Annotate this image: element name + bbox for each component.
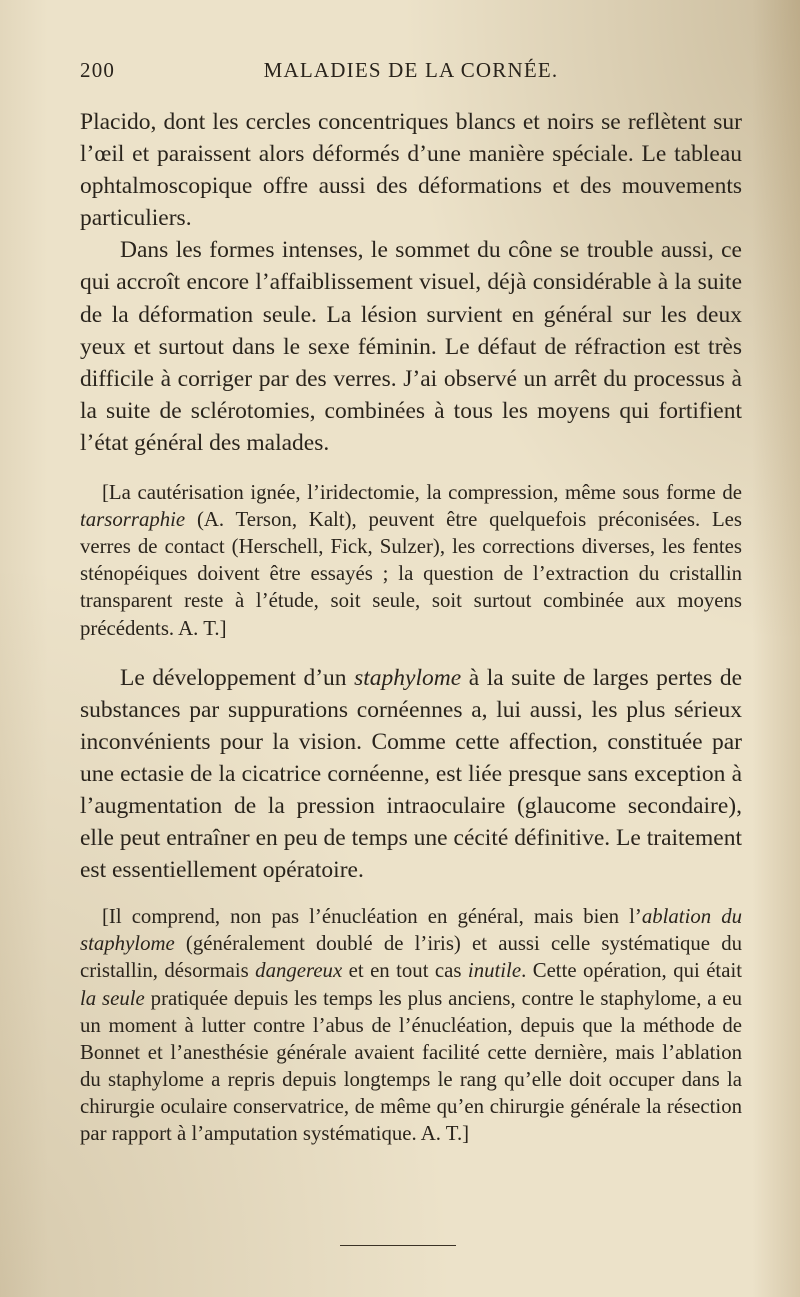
italic-term: ablation du staphylome: [80, 905, 742, 956]
page-number: 200: [80, 58, 116, 82]
editor-note-cauterisation: [La cautérisation ignée, l’iridectomie, la compression, même sous forme de tarsorraphie (A. Terson, Kalt), peuvent être quelquefois préconisées. Les verres de contact (Herschell, Fick, Sulzer), les corrections diverses, les fentes sténopéiques doivent être essayés ; la question de l’extraction du cristallin transparent reste à l’étude, soit seule, soit surtout combinée aux moyens précédents. A. T.]: [80, 481, 742, 640]
page-body: [80, 106, 742, 1147]
section-divider-rule: [340, 1245, 456, 1246]
running-title: MALADIES DE LA CORNÉE.: [263, 58, 559, 82]
italic-term: tarsorraphie: [80, 508, 186, 532]
paragraph-staphylome: Le développement d’un staphylome à la suite de larges pertes de substances par suppurations cornéennes a, lui aussi, les plus sérieux inconvénients pour la vision. Comme cette affection, constituée par une ectasie de la cicatrice cornéenne, est liée presque sans exception à l’augmentation de la pression intraoculaire (glaucome secondaire), elle peut entraîner en peu de temps une cécité définitive. Le traitement est essentiellement opératoire.: [80, 664, 743, 884]
italic-term: inutile: [467, 959, 522, 983]
editor-note-ablation: [Il comprend, non pas l’énucléation en général, mais bien l’ablation du staphylome (généralement doublé de l’iris) et aussi celle systématique du cristallin, désormais dangereux et en tout cas inutile. Cette opération, qui était la seule pratiquée depuis les temps les plus anciens, contre le staphylome, a eu un moment à lutter contre l’abus de l’énucléation, depuis que la méthode de Bonnet et l’anesthésie générale avaient facilité cette dernière, mais l’ablation du staphylome a repris depuis longtemps le rang qu’elle doit occuper dans la chirurgie oculaire conservatrice, de même qu’en chirurgie générale la résection par rapport à l’amputation systématique. A. T.]: [80, 905, 743, 1145]
paragraph-forms-intenses: Dans les formes intenses, le sommet du cône se trouble aussi, ce qui accroît encore l’affaiblissement visuel, déjà considérable à la suite de la déformation seule. La lésion survient en général sur les deux yeux et surtout dans le sexe féminin. Le défaut de réfraction est très difficile à corriger par des verres. J’ai observé un arrêt du processus à la suite de sclérotomies, combinées à tous les moyens qui fortifient l’état général des malades.: [80, 237, 742, 456]
page-header: [80, 58, 742, 88]
italic-term: dangereux: [255, 959, 343, 983]
italic-term: la seule: [80, 986, 145, 1010]
italic-term: staphylome: [354, 664, 462, 691]
paragraph-placido: Placido, dont les cercles concentriques blancs et noirs se reflètent sur l’œil et paraissent alors déformés d’une manière spéciale. Le tableau ophtalmoscopique offre aussi des déformations et des mouvements particuliers.: [80, 109, 742, 232]
